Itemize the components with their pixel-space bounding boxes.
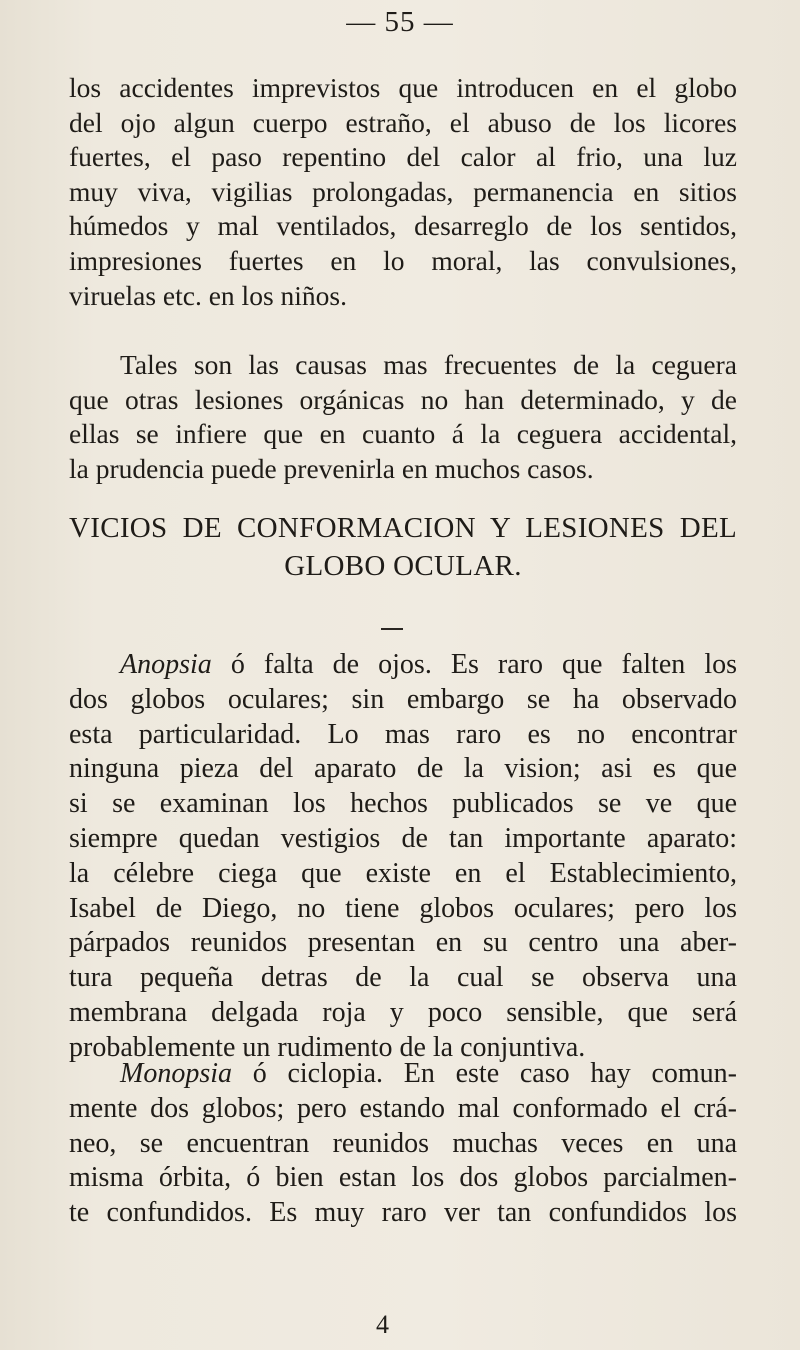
page-number: — 55 — [346, 6, 454, 38]
text-line: que otras lesiones orgánicas no han determinado, y de [69, 383, 737, 415]
text-line: membrana delgada roja y poco sensible, que será [69, 996, 737, 1028]
text-line [69, 1057, 737, 1092]
text-line: mente dos globos; pero estando mal conformado el crá- [69, 1092, 737, 1124]
text-line: párpados reunidos presentan en su centro una aber- [69, 927, 737, 959]
text-line: esta particularidad. Lo mas raro es no encontrar [69, 718, 737, 750]
text-line: probablemente un rudimento de la conjuntiva. [69, 1031, 586, 1063]
paragraph-anopsia [69, 648, 737, 1066]
term-monopsia: Monopsia [120, 1058, 232, 1089]
text-line [69, 648, 737, 683]
text-line: dos globos oculares; sin embargo se ha observado [69, 683, 737, 715]
text-line: misma órbita, ó bien estan los dos globos parcialmen- [69, 1162, 737, 1194]
text-line: siempre quedan vestigios de tan importante aparato: [69, 822, 737, 854]
section-heading [69, 509, 737, 585]
text-run: ó falta de ojos. Es raro que falten los [211, 649, 737, 680]
text-line: ninguna pieza del aparato de la vision; asi es que [69, 753, 737, 785]
signature-mark: 4 [376, 1310, 389, 1339]
heading-line-1: VICIOS DE CONFORMACION Y LESIONES DEL [69, 512, 737, 544]
text-line: viruelas etc. en los niños. [69, 279, 347, 311]
term-anopsia: Anopsia [120, 649, 212, 680]
text-line: ellas se infiere que en cuanto á la ceguera accidental, [69, 418, 737, 450]
text-line: la célebre ciega que existe en el Establecimiento, [69, 857, 737, 889]
text-line: si se examinan los hechos publicados se ve que [69, 788, 737, 820]
text-run: ó ciclopia. En este caso hay comun- [232, 1058, 737, 1089]
text-line: muy viva, vigilias prolongadas, permanencia en sitios [69, 175, 737, 207]
text-line: Isabel de Diego, no tiene globos oculares; pero los [69, 892, 737, 924]
heading-line-2: GLOBO OCULAR. [284, 550, 522, 582]
text-line: Tales son las causas mas frecuentes de la ceguera [120, 349, 737, 380]
paragraph-summary [69, 348, 737, 486]
text-line: te confundidos. Es muy raro ver tan confundidos los [69, 1197, 737, 1229]
paragraph-causes [69, 71, 737, 313]
paragraph-monopsia [69, 1057, 737, 1231]
text-line: los accidentes imprevistos que introducen en el globo [69, 72, 737, 103]
text-line: tura pequeña detras de la cual se observa una [69, 962, 737, 994]
section-rule [381, 628, 403, 630]
text-line: húmedos y mal ventilados, desarreglo de los sentidos, [69, 210, 737, 242]
text-line: del ojo algun cuerpo estraño, el abuso de los licores [69, 106, 737, 138]
text-line: neo, se encuentran reunidos muchas veces en una [69, 1127, 737, 1159]
text-line: la prudencia puede prevenirla en muchos casos. [69, 452, 594, 484]
text-line: impresiones fuertes en lo moral, las convulsiones, [69, 244, 737, 276]
text-line: fuertes, el paso repentino del calor al frio, una luz [69, 141, 737, 173]
